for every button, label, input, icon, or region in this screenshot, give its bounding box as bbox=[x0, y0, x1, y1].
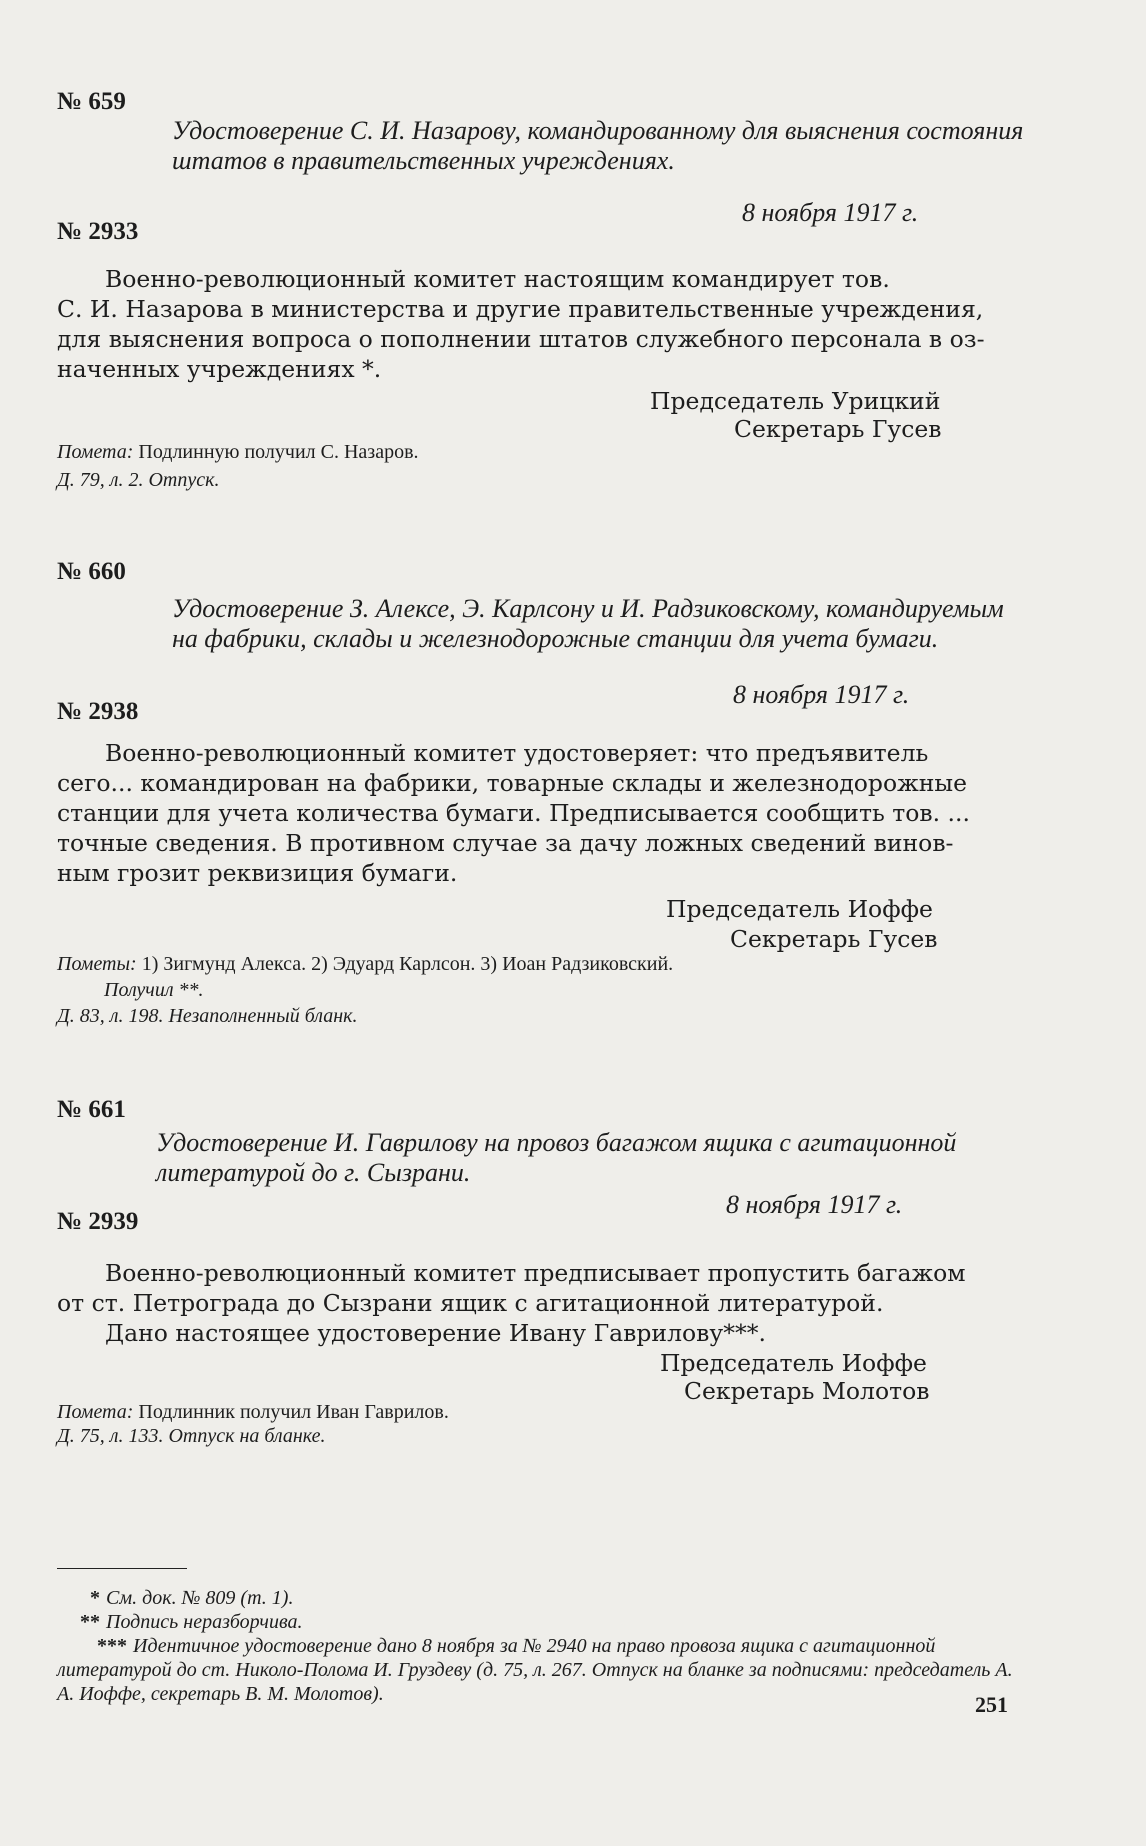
archive-number: № 2939 bbox=[57, 1208, 139, 1235]
archive-reference bbox=[57, 1424, 326, 1449]
archive-reference bbox=[57, 1004, 358, 1029]
footnote-mark: *** bbox=[97, 1635, 127, 1657]
note-line bbox=[57, 952, 673, 977]
document-body bbox=[57, 264, 1023, 384]
body-line: наченных учреждениях *. bbox=[57, 355, 382, 383]
archive-number: № 2933 bbox=[57, 218, 139, 245]
footnote bbox=[57, 1634, 1019, 1706]
note-label: Помета: bbox=[57, 441, 134, 463]
signature-chairman: Председатель Иоффе bbox=[666, 895, 933, 923]
document-number: № 660 bbox=[57, 558, 126, 585]
signature-chairman: Председатель Урицкий bbox=[650, 387, 941, 415]
body-line: станции для учета количества бумаги. Предписывается сообщить тов. ... bbox=[57, 799, 970, 827]
document-body bbox=[57, 738, 1023, 888]
footnote-divider bbox=[57, 1568, 187, 1569]
document-number: № 661 bbox=[57, 1096, 126, 1123]
document-body bbox=[57, 1258, 1011, 1348]
signature-secretary: Секретарь Гусев bbox=[734, 415, 942, 443]
body-line: сего... командирован на фабрики, товарные склады и железнодорожные bbox=[57, 769, 968, 797]
archive-reference-text: Д. 79, л. 2. Отпуск. bbox=[57, 469, 220, 491]
document-title: Удостоверение З. Алексе, Э. Карлсону и И. Радзиковскому, командируемым на фабрики, склады и железнодорожные станции для учета бумаги. bbox=[172, 594, 1004, 653]
archive-number: № 2938 bbox=[57, 698, 139, 725]
body-line: Военно-революционный комитет удостоверяет: что предъявитель bbox=[105, 739, 929, 767]
page-number: 251 bbox=[975, 1692, 1008, 1717]
note-text: 1) Зигмунд Алекса. 2) Эдуард Карлсон. 3) Иоан Радзиковский. bbox=[141, 953, 674, 975]
document-date: 8 ноября 1917 г. bbox=[733, 680, 910, 709]
footnote-mark: * bbox=[90, 1587, 100, 1609]
footnote-text: См. док. № 809 (т. 1). bbox=[106, 1587, 294, 1609]
note-text: Подлинник получил Иван Гаврилов. bbox=[138, 1401, 449, 1423]
footnote-text: Подпись неразборчива. bbox=[106, 1611, 303, 1633]
signature-chairman: Председатель Иоффе bbox=[660, 1349, 927, 1377]
footnote bbox=[66, 1586, 293, 1610]
note-label: Помета: bbox=[57, 1401, 134, 1423]
archive-reference-text: Д. 75, л. 133. Отпуск на бланке. bbox=[57, 1425, 326, 1447]
body-line: Дано настоящее удостоверение Ивану Гаврилову***. bbox=[105, 1319, 766, 1347]
body-line: от ст. Петрограда до Сызрани ящик с агитационной литературой. bbox=[57, 1289, 884, 1317]
document-date: 8 ноября 1917 г. bbox=[742, 198, 919, 227]
note-line bbox=[57, 1400, 449, 1425]
document-number: № 659 bbox=[57, 88, 126, 115]
body-line: точные сведения. В противном случае за дачу ложных сведений винов- bbox=[57, 829, 954, 857]
body-line: ным грозит реквизиция бумаги. bbox=[57, 859, 458, 887]
document-title: Удостоверение С. И. Назарову, командированному для выяснения состояния штатов в правительственных учреждениях. bbox=[172, 116, 1024, 175]
document-title: Удостоверение И. Гаврилову на провоз багажом ящика с агитационной литературой до г. Сызрани. bbox=[156, 1128, 957, 1187]
body-line: С. И. Назарова в министерства и другие правительственные учреждения, bbox=[57, 295, 984, 323]
footnote-text: Идентичное удостоверение дано 8 ноября за № 2940 на право провоза ящика с агитационной литературой до ст. Николо-Полома И. Груздеву (д. 75, л. 267. Отпуск на бланке за подписями: председатель А. А. Иоффе, секретарь В. М. Молотов). bbox=[57, 1635, 1013, 1705]
body-line: Военно-революционный комитет настоящим командирует тов. bbox=[105, 265, 890, 293]
note-text: Получил **. bbox=[104, 979, 204, 1001]
signature-secretary: Секретарь Молотов bbox=[684, 1377, 930, 1405]
body-line: для выяснения вопроса о пополнении штатов служебного персонала в оз- bbox=[57, 325, 985, 353]
note-text: Подлинную получил С. Назаров. bbox=[138, 441, 419, 463]
document-date: 8 ноября 1917 г. bbox=[726, 1190, 903, 1219]
archive-reference-text: Д. 83, л. 198. Незаполненный бланк. bbox=[57, 1005, 358, 1027]
footnote bbox=[66, 1610, 303, 1634]
note-line bbox=[57, 440, 419, 465]
body-line: Военно-революционный комитет предписывает пропустить багажом bbox=[105, 1259, 966, 1287]
note-label: Пометы: bbox=[57, 953, 137, 975]
signature-secretary: Секретарь Гусев bbox=[730, 925, 938, 953]
note-line bbox=[104, 978, 204, 1003]
archive-reference bbox=[57, 468, 219, 493]
footnote-mark: ** bbox=[80, 1611, 100, 1633]
